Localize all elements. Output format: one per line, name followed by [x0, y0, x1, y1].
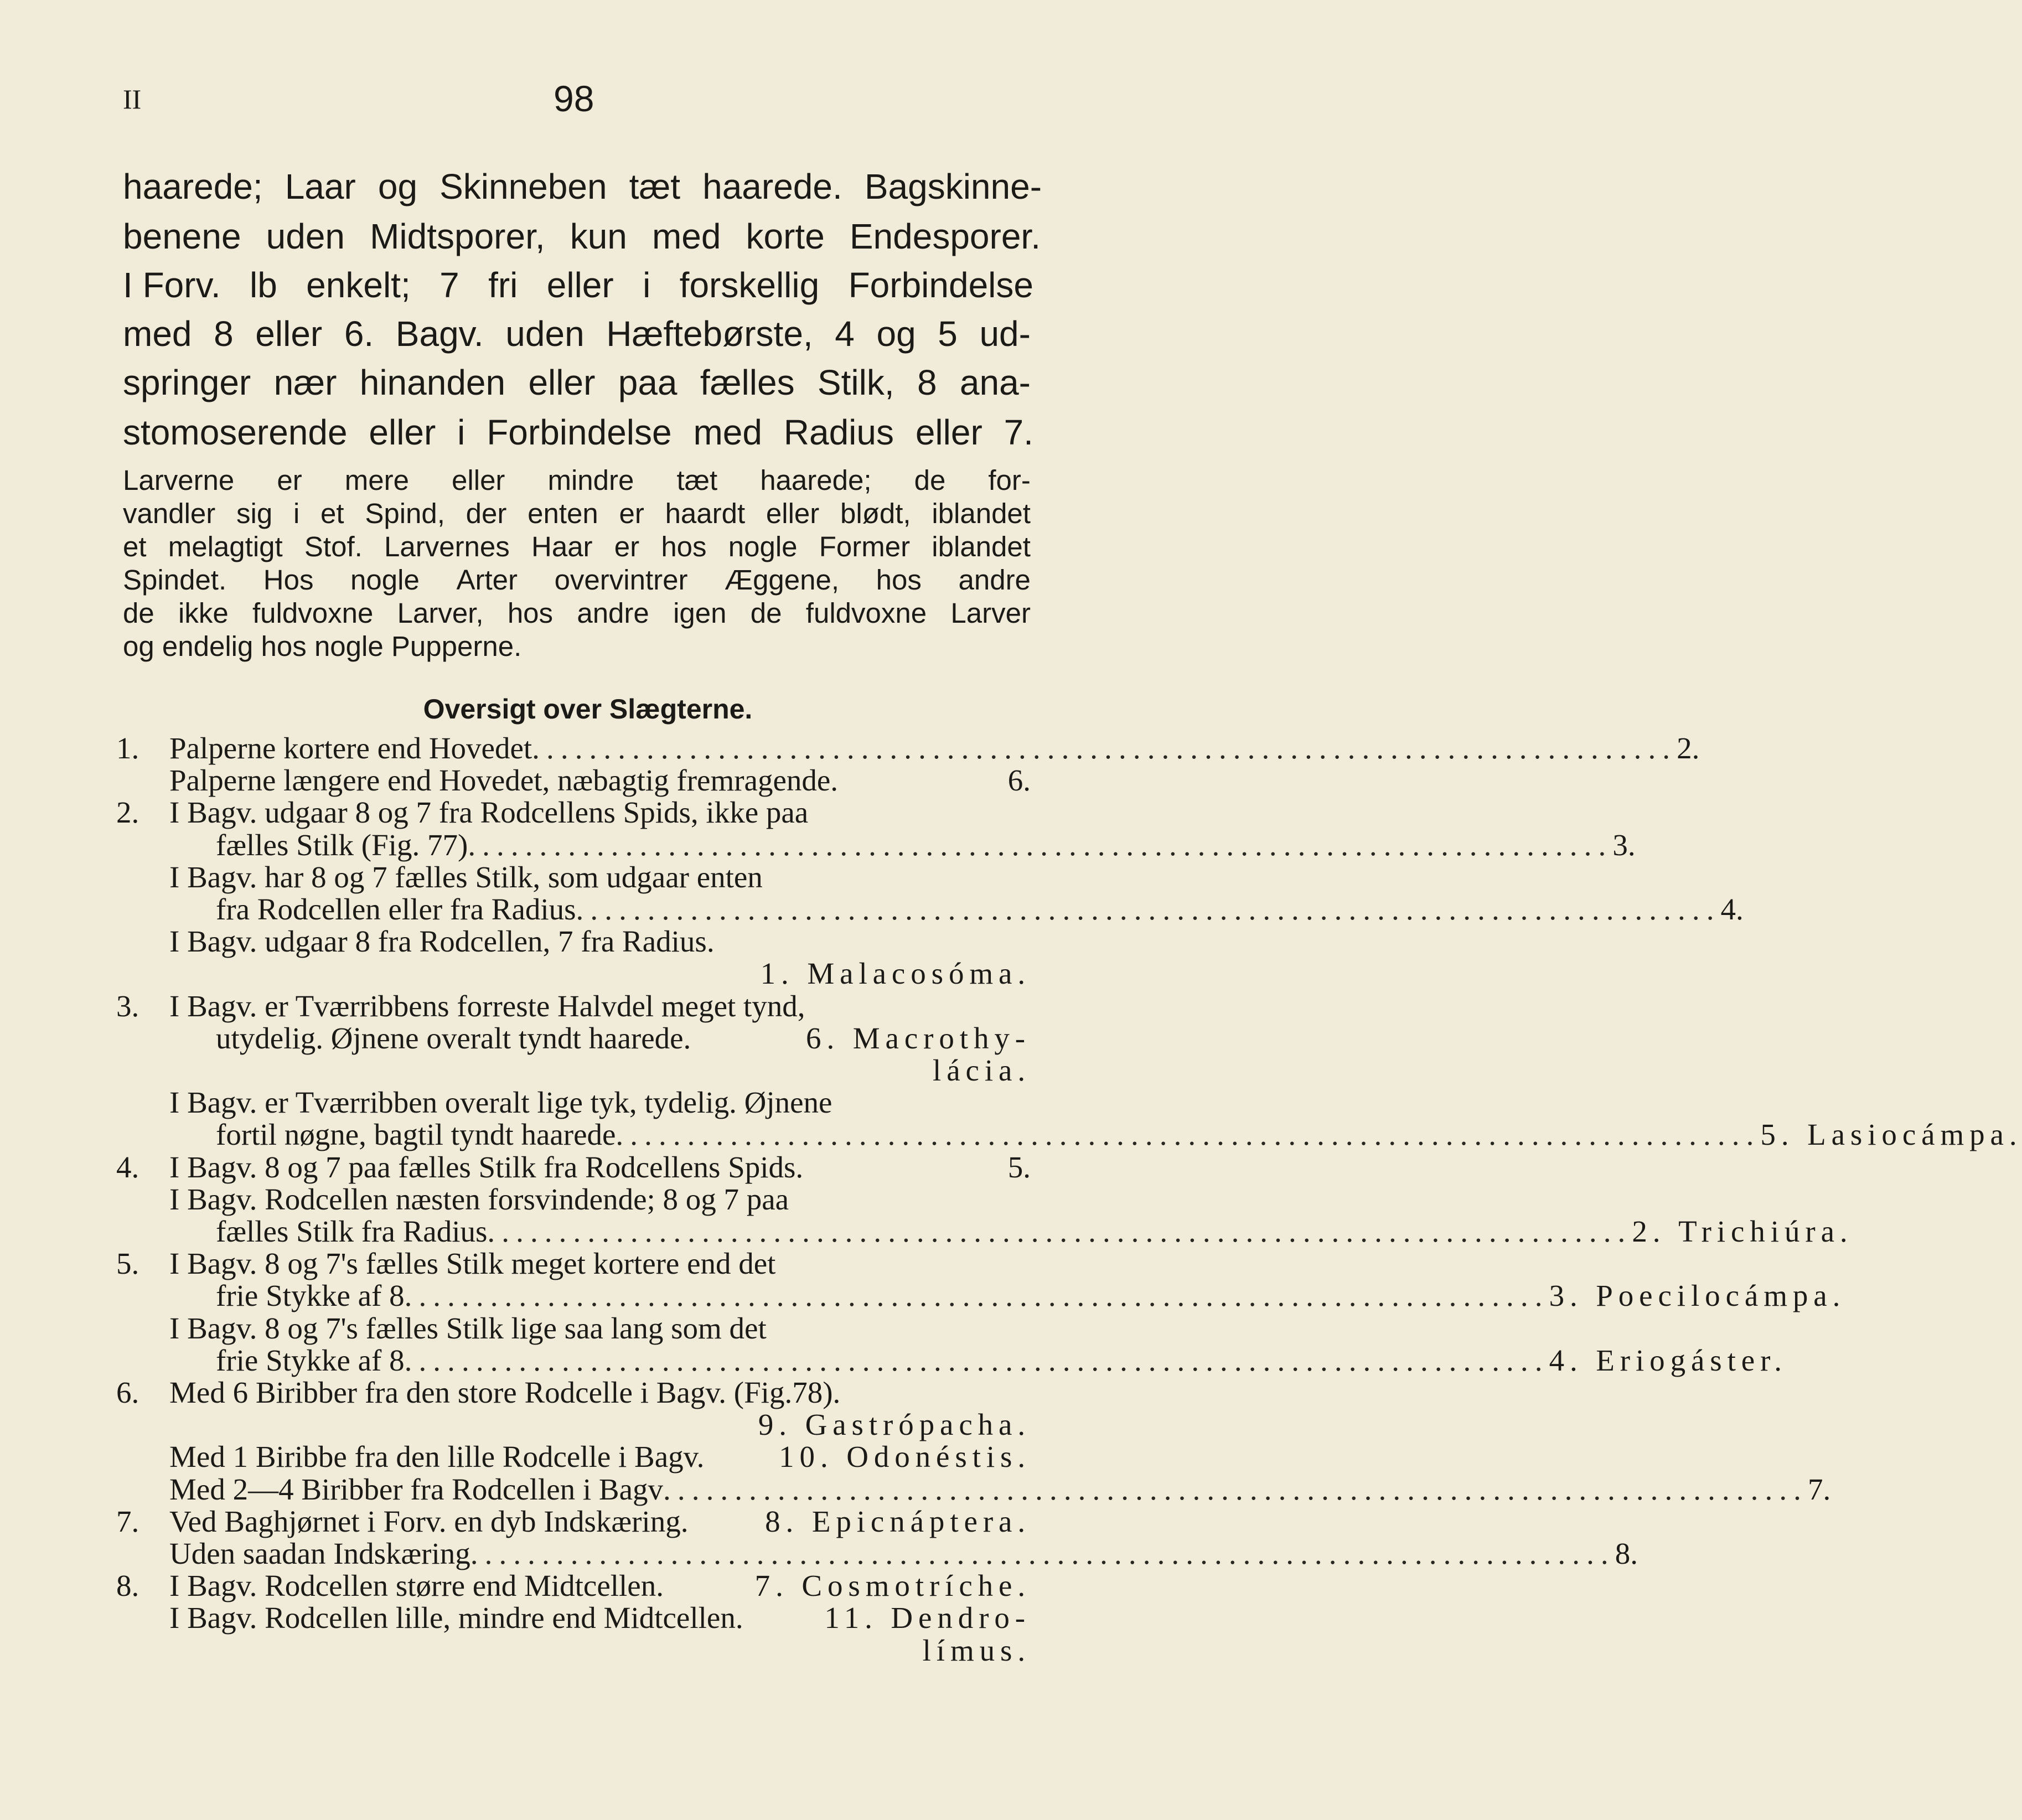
word: i [643, 265, 651, 305]
word: Radius [783, 412, 894, 452]
key-text: I Bagv. er Tværribben overalt lige tyk, tydelig. Øjnene [169, 1085, 832, 1120]
key-title: Oversigt over Slægterne. [423, 694, 753, 725]
word: et [320, 498, 344, 529]
key-number: 4. [116, 1150, 139, 1184]
word: eller [766, 498, 820, 529]
body-line [123, 412, 1033, 453]
word: 6. [344, 314, 374, 354]
body-line [123, 265, 1033, 306]
key-number: 1. [116, 731, 139, 765]
word: ikke [178, 597, 229, 629]
word: Arter [456, 564, 518, 596]
key-result: 11. Dendro- [824, 1601, 1031, 1635]
word: Bagv. [395, 314, 484, 354]
word: med [651, 216, 721, 256]
word: springer [123, 363, 251, 402]
leader-dots: ................................................................................ [616, 1118, 1761, 1152]
word: fuldvoxne [252, 597, 374, 629]
word: andre [958, 564, 1031, 596]
key-text: Palperne længere end Hovedet, næbagtig fremragende. [169, 763, 839, 798]
leader-dots: ................................................................................ [468, 828, 1613, 862]
leader-dots: ................................................................................ [663, 1472, 1808, 1506]
key-result: 5. [1007, 1150, 1031, 1184]
word: iblandet [932, 498, 1031, 529]
word: 8 [214, 314, 234, 354]
word: i [293, 498, 300, 529]
word: sig [236, 498, 273, 529]
word: Stof. [304, 531, 363, 562]
key-text: I Bagv. Rodcellen lille, mindre end Midtcellen. [169, 1601, 743, 1635]
word: iblandet [932, 531, 1031, 562]
word: ana- [959, 363, 1031, 402]
word: og [876, 314, 916, 354]
word: kun [570, 216, 627, 256]
word: de [123, 597, 154, 629]
word: benene [123, 216, 241, 256]
key-text: I Bagv. er Tværribbens forreste Halvdel meget tynd, [169, 989, 805, 1023]
key-text: fælles Stilk fra Radius [216, 1214, 488, 1248]
key-row [169, 860, 1031, 895]
word: i [457, 412, 466, 452]
key-number: 3. [116, 989, 139, 1023]
key-text: fælles Stilk (Fig. 77) [216, 828, 468, 862]
word: hos [661, 531, 707, 562]
word: overvintrer [554, 564, 688, 596]
key-result: 4. Eriogáster. [1549, 1343, 1787, 1377]
word: tæt [676, 464, 718, 496]
word: tæt [629, 167, 681, 206]
key-row [216, 1117, 2022, 1152]
word: nogle [728, 531, 798, 562]
key-result: 6. Macrothy- [806, 1021, 1031, 1055]
small-line [123, 563, 1031, 596]
word: Stilk, [817, 363, 894, 402]
word: Bagskinne- [864, 167, 1042, 206]
word: paa [618, 363, 678, 402]
page-number: 98 [554, 78, 594, 119]
key-text: I Bagv. udgaar 8 fra Rodcellen, 7 fra Radius. [169, 924, 715, 959]
key-row [169, 731, 1700, 766]
word: melagtigt [168, 531, 283, 562]
word: stomoserende [123, 412, 348, 452]
key-row [169, 1568, 1031, 1603]
word: 4 [835, 314, 855, 354]
word: et [123, 531, 147, 562]
key-text: Palperne kortere end Hovedet [169, 731, 532, 765]
word: eller [546, 265, 614, 305]
small-line [123, 464, 1031, 497]
key-result: 3. [1612, 828, 1636, 862]
word: de [750, 597, 782, 629]
word: 7. [1004, 412, 1033, 452]
key-row [169, 924, 1031, 959]
key-text: Ved Baghjørnet i Forv. en dyb Indskæring. [169, 1504, 689, 1538]
word: er [277, 464, 302, 496]
small-line [123, 597, 1031, 629]
word: med [693, 412, 762, 452]
leader-dots: ................................................................................ [470, 1537, 1615, 1570]
leader-dots: ................................................................................ [404, 1279, 1549, 1313]
word: fælles [700, 363, 795, 402]
word: Spind, [365, 498, 445, 529]
word: og [377, 167, 418, 206]
word: fuldvoxne [805, 597, 927, 629]
word: Forbindelse [848, 265, 1033, 305]
key-number: 7. [116, 1504, 139, 1538]
word: Larverne [123, 464, 235, 496]
key-row [169, 1375, 1031, 1410]
word: mindre [547, 464, 634, 496]
leader-dots: ................................................................................ [404, 1343, 1549, 1377]
key-text: fra Rodcellen eller fra Radius [216, 892, 576, 926]
word: enkelt; [306, 265, 411, 305]
word: Endesporer. [849, 216, 1041, 256]
word: Larver, [397, 597, 484, 629]
key-result: 3. Poecilocámpa. [1549, 1279, 1846, 1313]
key-result: límus. [922, 1633, 1031, 1667]
key-text: frie Stykke af 8 [216, 1343, 405, 1377]
word: Skinneben [439, 167, 607, 206]
key-result: 2. [1677, 731, 1700, 765]
key-result: 5. Lasiocámpa. [1760, 1118, 2022, 1152]
key-row [169, 989, 1031, 1023]
word: Æggene, [725, 564, 840, 596]
key-text: I Bagv. Rodcellen næsten forsvindende; 8 og 7 paa [169, 1182, 789, 1216]
word: igen [673, 597, 727, 629]
leader-dots: ................................................................................ [532, 731, 1677, 765]
key-row [169, 1633, 1031, 1668]
key-row [169, 1182, 1031, 1217]
word: Hos [263, 564, 314, 596]
word: eller [452, 464, 505, 496]
key-row [169, 795, 1031, 830]
leader-dots: ................................................................................ [487, 1214, 1632, 1248]
key-number: 8. [116, 1569, 139, 1603]
word: nær [273, 363, 337, 402]
key-text: I Bagv. har 8 og 7 fælles Stilk, som udgaar enten [169, 860, 763, 894]
word: 5 [938, 314, 958, 354]
section-number: II [123, 84, 142, 115]
key-text: I Bagv. 8 og 7's fælles Stilk lige saa lang som det [169, 1311, 767, 1345]
key-row [216, 1214, 1853, 1249]
key-result: 8. [1615, 1537, 1638, 1570]
word: med [123, 314, 192, 354]
word: mere [344, 464, 409, 496]
key-result: 7. [1808, 1472, 1831, 1506]
word: lb [249, 265, 277, 305]
body-line [123, 362, 1031, 403]
small-line [123, 530, 1031, 563]
key-text: fortil nøgne, bagtil tyndt haarede [216, 1118, 616, 1152]
small-line [123, 630, 521, 663]
key-row [169, 1407, 1031, 1442]
word: og endelig hos nogle Pupperne. [123, 630, 522, 662]
word: er [614, 531, 640, 562]
key-text: Med 2—4 Biribber fra Rodcellen i Bagv [169, 1472, 664, 1506]
word: for- [988, 464, 1031, 496]
word: uden [266, 216, 345, 256]
key-number: 2. [116, 795, 139, 830]
key-row [169, 1439, 1031, 1474]
key-text: Med 1 Biribbe fra den lille Rodcelle i Bagv. [169, 1440, 705, 1474]
word: eller [369, 412, 436, 452]
key-row [169, 1246, 1031, 1281]
body-line [123, 166, 1042, 207]
key-result: 1. Malacosóma. [760, 956, 1031, 991]
word: Laar [285, 167, 356, 206]
word: Haar [531, 531, 593, 562]
key-result: 4. [1720, 892, 1744, 926]
word: Spindet. [123, 564, 227, 596]
key-result: 8. Epicnáptera. [765, 1504, 1031, 1538]
body-line [123, 313, 1031, 354]
key-row [169, 1600, 1031, 1635]
key-result: 10. Odonéstis. [779, 1440, 1031, 1474]
key-result: 7. Cosmotríche. [754, 1569, 1031, 1603]
word: uden [505, 314, 585, 354]
word: Forbindelse [487, 412, 672, 452]
word: hos [507, 597, 554, 629]
word: I Forv. [123, 265, 221, 305]
word: er [619, 498, 644, 529]
word: de [914, 464, 946, 496]
key-row [169, 1536, 1638, 1571]
word: hos [876, 564, 922, 596]
key-row [169, 1085, 1031, 1120]
key-row [216, 1021, 1031, 1056]
key-text: Med 6 Biribber fra den store Rodcelle i Bagv. (Fig.78). [169, 1376, 841, 1409]
key-row [169, 1150, 1031, 1185]
key-row [216, 1343, 1787, 1378]
key-text: utydelig. Øjnene overalt tyndt haarede. [216, 1021, 691, 1055]
key-row [169, 1504, 1031, 1539]
word: eller [915, 412, 982, 452]
word: andre [577, 597, 649, 629]
word: der [466, 498, 507, 529]
key-row [169, 1053, 1031, 1088]
word: fri [488, 265, 518, 305]
word: blødt, [840, 498, 911, 529]
word: enten [528, 498, 598, 529]
word: 7 [439, 265, 459, 305]
key-row [216, 828, 1636, 862]
word: eller [255, 314, 323, 354]
word: ud- [979, 314, 1031, 354]
word: 8 [917, 363, 937, 402]
key-text: I Bagv. 8 og 7's fælles Stilk meget kortere end det [169, 1247, 776, 1281]
key-row [169, 763, 1031, 798]
word: haarede; [760, 464, 872, 496]
key-text: frie Stykke af 8 [216, 1279, 405, 1313]
word: Midtsporer, [370, 216, 545, 256]
word: eller [528, 363, 596, 402]
key-result: lácia. [933, 1053, 1031, 1087]
word: korte [746, 216, 825, 256]
word: hinanden [359, 363, 506, 402]
key-result: 9. Gastrópacha. [758, 1408, 1031, 1442]
word: Larvernes [384, 531, 510, 562]
word: Larver [950, 597, 1031, 629]
word: vandler [123, 498, 216, 529]
key-text: I Bagv. 8 og 7 paa fælles Stilk fra Rodcellens Spids. [169, 1150, 804, 1184]
word: haarede; [123, 167, 263, 206]
body-line [123, 216, 1041, 257]
key-result: 2. Trichiúra. [1632, 1214, 1853, 1248]
key-number: 5. [116, 1247, 139, 1281]
key-text: Uden saadan Indskæring [169, 1537, 470, 1570]
small-line [123, 497, 1031, 530]
key-row [169, 956, 1031, 991]
word: haardt [665, 498, 746, 529]
key-result: 6. [1007, 763, 1031, 798]
key-text: I Bagv. udgaar 8 og 7 fra Rodcellens Spids, ikke paa [169, 795, 809, 830]
key-row [216, 1278, 1846, 1313]
leader-dots: ................................................................................ [576, 892, 1721, 926]
word: forskellig [679, 265, 820, 305]
word: Former [819, 531, 911, 562]
key-row [169, 1472, 1831, 1507]
word: Hæftebørste, [606, 314, 813, 354]
key-row [169, 1311, 1031, 1346]
key-number: 6. [116, 1376, 139, 1409]
word: haarede. [702, 167, 842, 206]
key-text: I Bagv. Rodcellen større end Midtcellen. [169, 1569, 664, 1603]
word: nogle [350, 564, 420, 596]
key-row [216, 892, 1744, 927]
